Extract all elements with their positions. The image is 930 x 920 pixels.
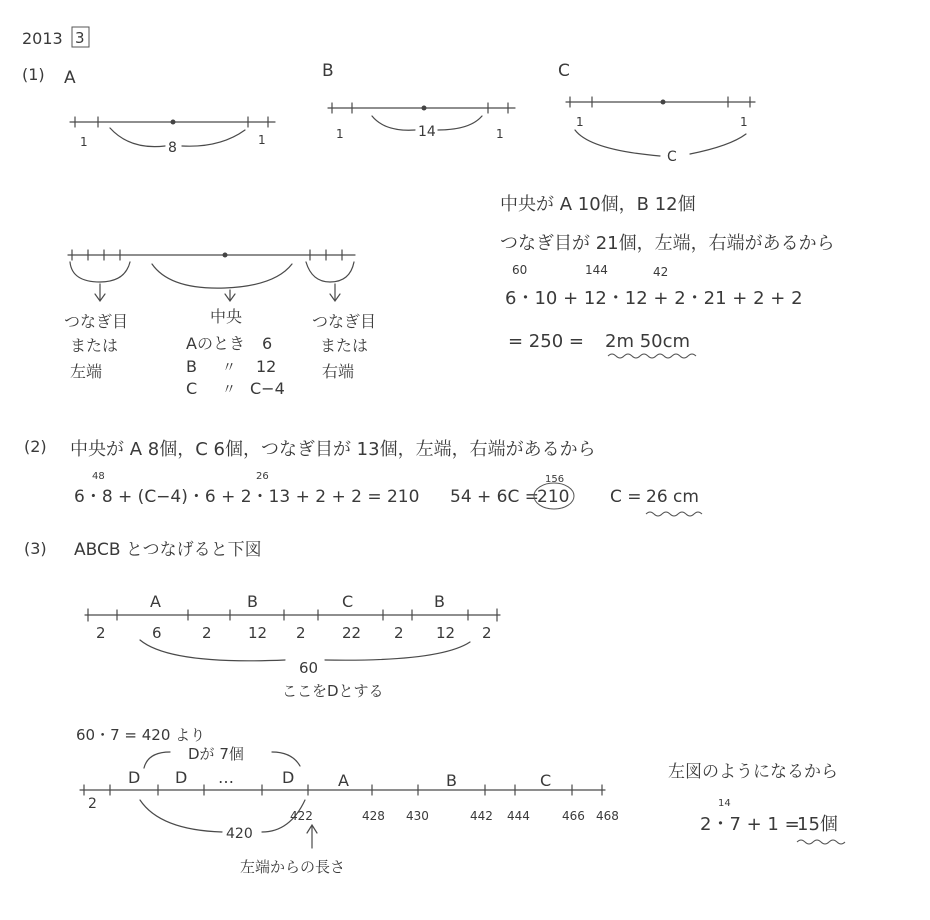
d-letter: D	[128, 768, 141, 787]
center-case-b-ditto: 〃	[222, 360, 236, 376]
part2-note-156: 156	[545, 474, 565, 485]
part2-answer-prefix: C =	[610, 487, 642, 507]
center-case-c: C	[186, 379, 198, 398]
d-row-letters	[338, 771, 551, 790]
d-row-positions	[290, 809, 619, 823]
part3-label: (3)	[24, 539, 47, 558]
abcb-segment-value: 6	[152, 624, 162, 642]
d-span-value: 420	[226, 826, 253, 842]
part1-result-prefix: = 250 =	[508, 331, 584, 352]
d-row-letter: B	[446, 771, 457, 790]
d-count-label: Dが 7個	[188, 745, 244, 763]
center-case-a: Aのとき	[186, 334, 245, 353]
abcb-segment-letter: B	[247, 592, 258, 611]
d-letter: D	[175, 768, 188, 787]
abcb-segment-letter: C	[342, 592, 354, 611]
d-letters	[128, 768, 294, 787]
piece-a-diagram	[64, 68, 275, 156]
abcb-segment-letter: A	[150, 592, 161, 611]
part1-answer: 2m 50cm	[605, 331, 691, 352]
abcb-segment-value: 2	[394, 624, 404, 642]
position-value: 442	[470, 809, 493, 823]
piece-b-name: B	[322, 61, 334, 81]
joint-right-label-3: 右端	[322, 362, 355, 381]
part3-answer-wavy-underline	[797, 840, 845, 844]
piece-a-span: 8	[168, 140, 177, 156]
piece-c-end-right: 1	[740, 115, 748, 129]
piece-a-name: A	[64, 68, 76, 88]
piece-c-diagram	[558, 61, 755, 165]
abcb-segment-value: 22	[342, 624, 362, 642]
abcb-total-note: ここをDとする	[282, 682, 384, 700]
abcb-segment-letter: B	[434, 592, 445, 611]
part2-answer-wavy-underline	[646, 512, 702, 516]
part1-work-line1: 中央が A 10個，B 12個	[500, 194, 696, 215]
d-row-letter: A	[338, 771, 349, 790]
part1-note-144: 144	[585, 263, 608, 277]
part3-right-text: 左図のようになるから	[668, 762, 838, 782]
joint-right-label-2: または	[320, 336, 369, 355]
piece-a-end-left: 1	[80, 135, 88, 149]
piece-c-span: C	[667, 149, 677, 165]
d-letter: …	[218, 768, 234, 787]
part1-note-60: 60	[512, 263, 528, 277]
piece-c-end-left: 1	[576, 115, 584, 129]
d-repetition-diagram	[76, 726, 605, 876]
abcb-segment-value: 2	[202, 624, 212, 642]
arrow-note: 左端からの長さ	[240, 858, 346, 876]
part2-answer: 26 cm	[646, 487, 699, 507]
center-case-b: B	[186, 357, 197, 376]
part3-note-14: 14	[718, 798, 731, 809]
position-value: 422	[290, 809, 313, 823]
position-value: 428	[362, 809, 385, 823]
abcb-segment-value: 2	[96, 624, 106, 642]
position-value: 444	[507, 809, 530, 823]
abcb-segment-value: 12	[436, 624, 456, 642]
part2-note-48: 48	[92, 471, 105, 482]
joint-left-label-3: 左端	[70, 362, 103, 381]
part1-label: (1)	[22, 65, 45, 84]
part3-line1: ABCB とつなげると下図	[74, 540, 262, 560]
part2-note-26: 26	[256, 471, 269, 482]
part3-calc: 60・7 = 420 より	[76, 726, 206, 744]
center-case-a-value: 6	[262, 334, 273, 353]
joint-right-label-1: つなぎ目	[312, 312, 377, 331]
piece-b-span: 14	[418, 124, 436, 140]
piece-structure-diagram	[64, 250, 376, 398]
d-start-value: 2	[88, 796, 97, 812]
abcb-total: 60	[299, 659, 319, 677]
part2-line1: 中央が A 8個，C 6個，つなぎ目が 13個，左端，右端があるから	[70, 439, 596, 460]
d-letter: D	[282, 768, 295, 787]
joint-left-label-1: つなぎ目	[64, 312, 129, 331]
part2-label: (2)	[24, 437, 47, 456]
center-label: 中央	[210, 307, 243, 326]
abcb-segment-value: 12	[248, 624, 268, 642]
position-value: 466	[562, 809, 585, 823]
piece-b-diagram	[322, 61, 515, 141]
position-value: 468	[596, 809, 619, 823]
part1-answer-wavy-underline	[608, 354, 696, 358]
abcb-segment-values	[96, 624, 492, 642]
d-row-letter: C	[540, 771, 552, 790]
center-case-c-value: C−4	[250, 379, 285, 398]
part2-equation2-value: 210	[537, 487, 570, 507]
center-case-b-value: 12	[256, 357, 277, 376]
part1-note-42: 42	[653, 265, 669, 279]
position-value: 430	[406, 809, 429, 823]
abcb-segment-letters	[150, 592, 445, 611]
abcb-strip-diagram	[85, 609, 500, 700]
piece-c-name: C	[558, 61, 570, 81]
abcb-segment-value: 2	[296, 624, 306, 642]
center-case-c-ditto: 〃	[222, 382, 236, 398]
part3-final-answer: 15個	[797, 814, 838, 835]
piece-a-end-right: 1	[258, 133, 266, 147]
joint-left-label-2: または	[70, 336, 119, 355]
piece-b-end-right: 1	[496, 127, 504, 141]
part2-equation: 6・8 + (C−4)・6 + 2・13 + 2 + 2 = 210	[74, 487, 420, 507]
year-label: 2013	[22, 29, 63, 48]
problem-number: 3	[75, 29, 85, 47]
part1-work-line2: つなぎ目が 21個，左端，右端があるから	[500, 233, 835, 254]
piece-b-end-left: 1	[336, 127, 344, 141]
part1-equation: 6・10 + 12・12 + 2・21 + 2 + 2	[505, 288, 803, 309]
part3-final-eq: 2・7 + 1 =	[700, 814, 800, 835]
abcb-segment-value: 2	[482, 624, 492, 642]
part2-equation2-prefix: 54 + 6C =	[450, 487, 540, 507]
